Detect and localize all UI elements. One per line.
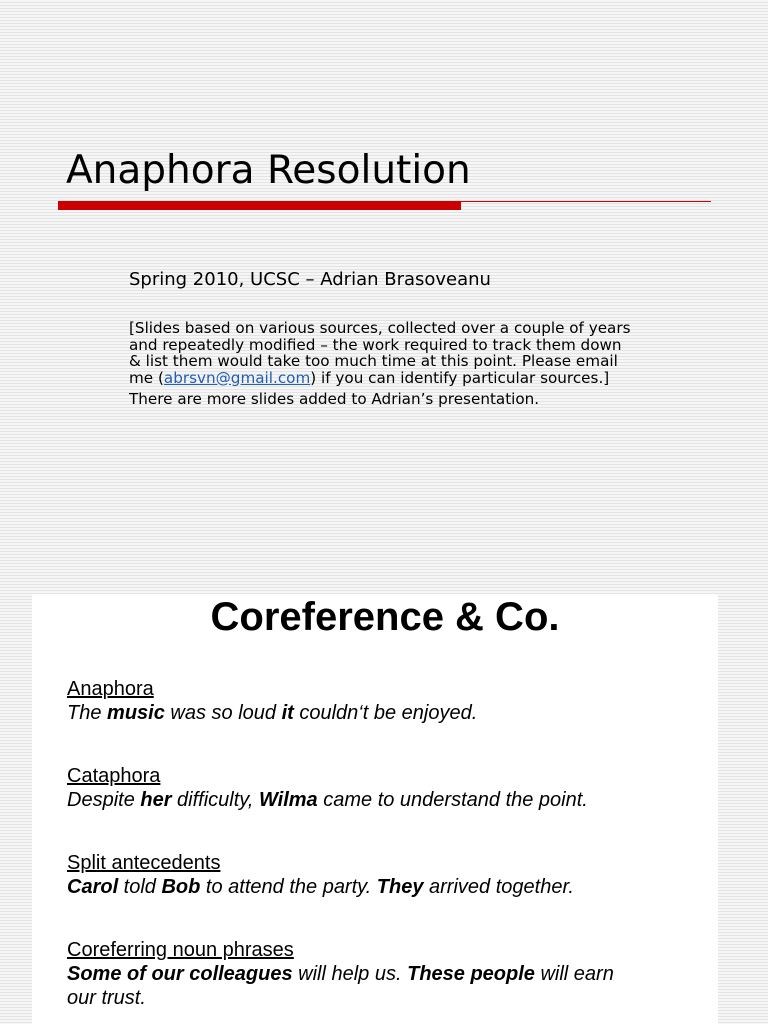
notes-text: me ( (129, 368, 164, 387)
emphasized-word: Wilma (258, 789, 318, 811)
emphasized-word: Some of our colleagues (67, 963, 293, 985)
extra-note: There are more slides added to Adrian’s presentation. (129, 390, 540, 408)
email-link[interactable]: abrsvn@gmail.com (163, 368, 311, 387)
example-text: was so loud (164, 702, 282, 724)
slide-notes (129, 320, 729, 386)
emphasized-word: They (376, 876, 424, 898)
example-text: told (118, 876, 162, 898)
emphasized-word: it (281, 702, 294, 724)
example-text: will help us. (292, 963, 408, 985)
example-text: Despite (67, 789, 141, 811)
example-text: arrived together. (423, 876, 574, 898)
section-coreferring-noun-phrases (67, 938, 614, 1010)
section-heading: Split antecedents (67, 852, 221, 874)
emphasized-word: music (107, 702, 165, 724)
section-anaphora (67, 677, 477, 725)
example-text: will earn (534, 963, 614, 985)
emphasized-word: her (140, 789, 172, 811)
section-cataphora (67, 764, 588, 812)
example-sentence (67, 875, 574, 899)
example-sentence (67, 701, 477, 725)
example-text: came to understand the point. (317, 789, 588, 811)
example-sentence (67, 788, 588, 812)
notes-text: ) if you can identify particular sources.] (310, 368, 610, 387)
notes-line (129, 370, 729, 387)
slide-title: Coreference & Co. (210, 595, 560, 639)
example-text: to attend the party. (200, 876, 377, 898)
emphasized-word: Bob (161, 876, 201, 898)
coreference-slide (32, 594, 718, 1024)
example-sentence (67, 962, 614, 986)
section-heading: Cataphora (67, 765, 161, 787)
notes-line: & list them would take too much time at this point. Please email (129, 352, 618, 370)
notes-line: and repeatedly modified – the work required to track them down (129, 335, 622, 354)
slide-title: Anaphora Resolution (66, 148, 471, 193)
example-text: couldn‘t be enjoyed. (293, 702, 478, 724)
title-underline-accent (58, 201, 461, 210)
notes-line: [Slides based on various sources, collected over a couple of years (129, 319, 631, 337)
emphasized-word: These people (407, 963, 535, 985)
section-heading: Anaphora (67, 678, 154, 700)
example-sentence-continued: our trust. (67, 987, 146, 1009)
emphasized-word: Carol (67, 876, 119, 898)
example-text: difficulty, (171, 789, 259, 811)
title-underline-thin (461, 201, 711, 202)
section-heading: Coreferring noun phrases (67, 939, 294, 961)
section-split-antecedents (67, 851, 574, 899)
example-text: The (67, 702, 108, 724)
slide-subtitle: Spring 2010, UCSC – Adrian Brasoveanu (129, 269, 491, 290)
